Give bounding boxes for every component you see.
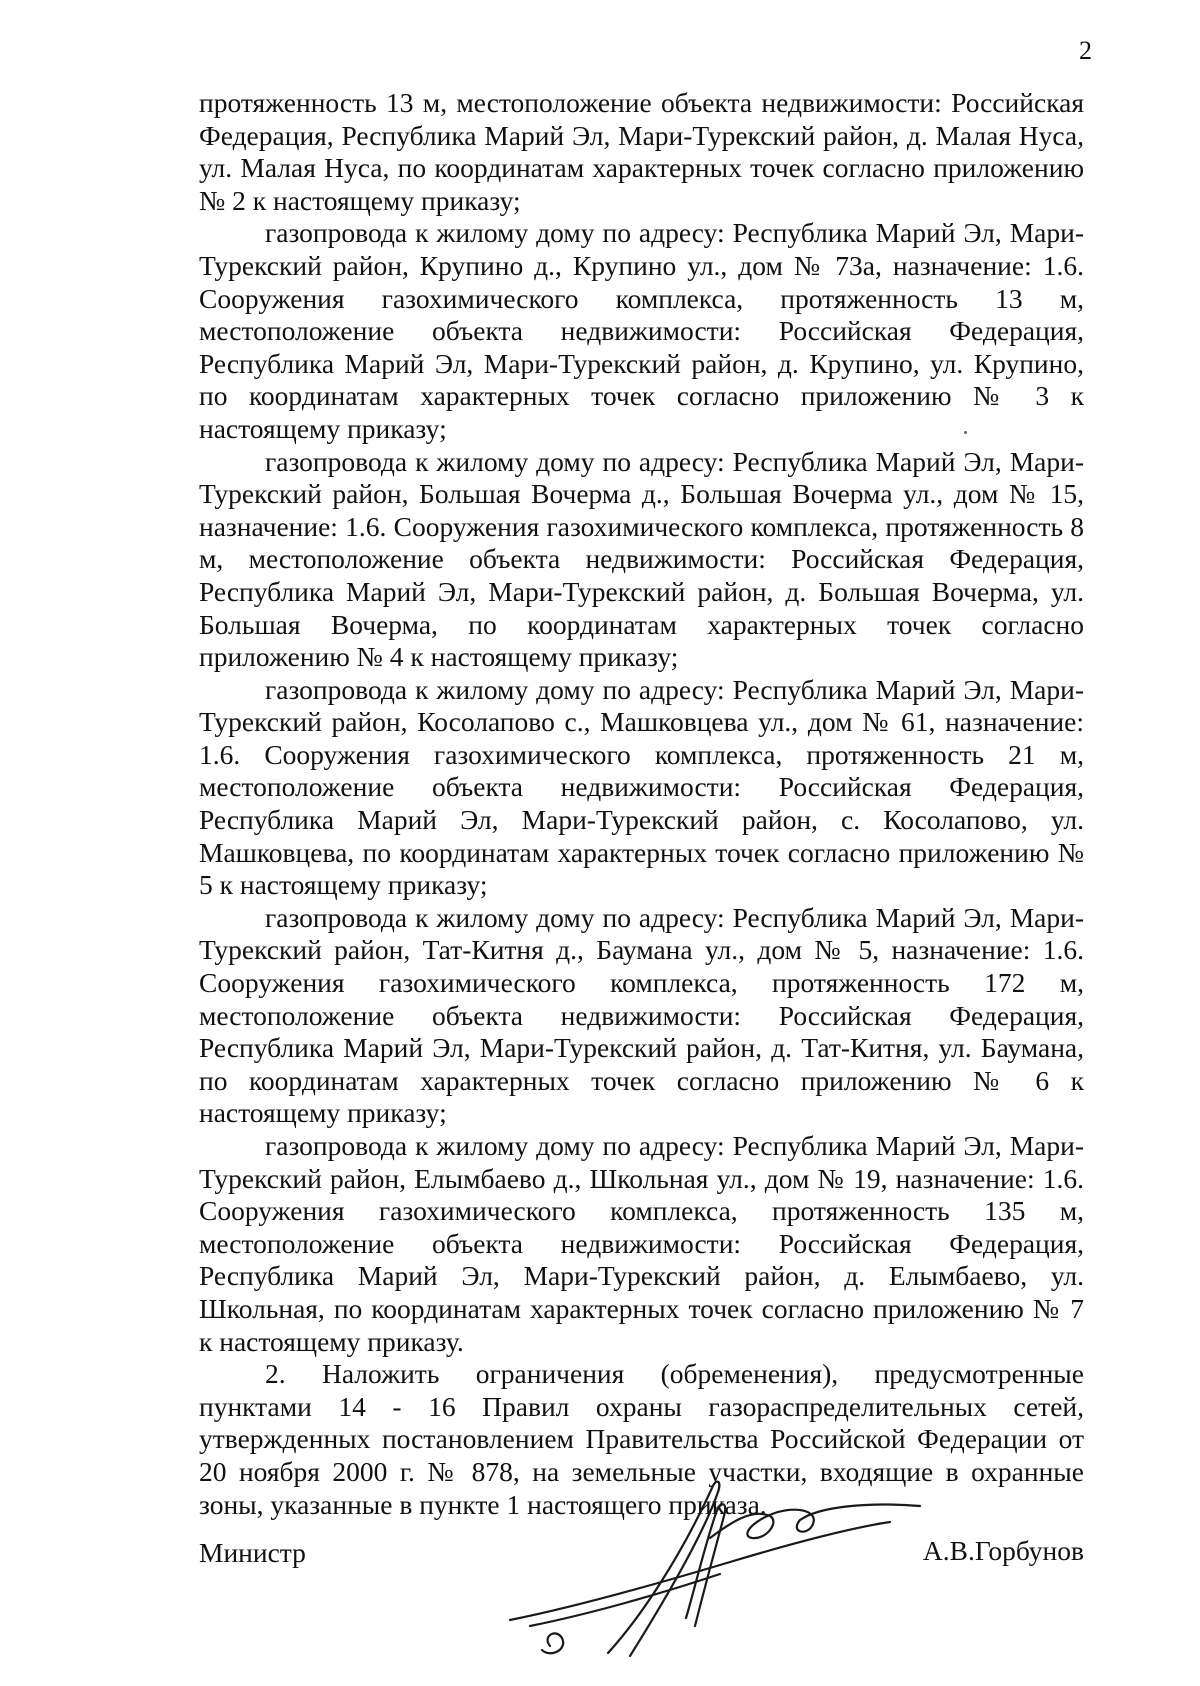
- paragraph-elymbaevo: газопровода к жилому дому по адресу: Республика Марий Эл, Мари-Турекский район, Елымбаево д., Школьная ул., дом № 19, назначение: 1.6. Сооружения газохимического комплекса, протяженность 135 м, местоположение объекта недвижимости: Российская Федерация, Республика Марий Эл, Мари-Турекский район, д. Елымбаево, ул. Школьная, по координатам характерных точек согласно приложению № 7 к настоящему приказу.: [199, 1130, 1084, 1357]
- paragraph-krupino: газопровода к жилому дому по адресу: Республика Марий Эл, Мари-Турекский район, Крупино д., Крупино ул., дом № 73а, назначение: 1.6. Сооружения газохимического комплекса, протяженность 13 м, местоположение объекта недвижимости: Российская Федерация, Республика Марий Эл, Мари-Турекский район, д. Крупино, ул. Крупино, по координатам характерных точек согласно приложению № 3 к настоящему приказу;: [199, 217, 1084, 444]
- paragraph-kosolapovo: газопровода к жилому дому по адресу: Республика Марий Эл, Мари-Турекский район, Косолапово с., Машковцева ул., дом № 61, назначение: 1.6. Сооружения газохимического комплекса, протяженность 21 м, местоположение объекта недвижимости: Российская Федерация, Республика Марий Эл, Мари-Турекский район, с. Косолапово, ул. Машковцева, по координатам характерных точек согласно приложению № 5 к настоящему приказу;: [199, 673, 1084, 901]
- scan-speck: [964, 431, 967, 434]
- page-number: 2: [1079, 36, 1092, 65]
- signatory-title: Министр: [199, 1537, 306, 1568]
- paragraph-tat-kitnya: газопровода к жилому дому по адресу: Республика Марий Эл, Мари-Турекский район, Тат-Китня д., Баумана ул., дом № 5, назначение: 1.6. Сооружения газохимического комплекса, протяженность 172 м, местоположение объекта недвижимости: Российская Федерация, Республика Марий Эл, Мари-Турекский район, д. Тат-Китня, ул. Баумана, по координатам характерных точек согласно приложению № 6 к настоящему приказу;: [199, 901, 1084, 1129]
- paragraph-continuation: протяженность 13 м, местоположение объекта недвижимости: Российская Федерация, Республика Марий Эл, Мари-Турекский район, д. Малая Нуса, ул. Малая Нуса, по координатам характерных точек согласно приложению № 2 к настоящему приказу;: [199, 87, 1084, 216]
- signatory-name: А.В.Горбунов: [922, 1535, 1084, 1566]
- signature-block: [199, 1535, 1084, 1575]
- paragraph-restrictions: 2. Наложить ограничения (обременения), предусмотренные пунктами 14 - 16 Правил охраны газораспределительных сетей, утвержденных постановлением Правительства Российской Федерации от 20 ноября 2000 г. № 878, на земельные участки, входящие в охранные зоны, указанные в пункте 1 настоящего приказа.: [199, 1358, 1084, 1520]
- paragraph-bolshaya-vocherma: газопровода к жилому дому по адресу: Республика Марий Эл, Мари-Турекский район, Большая Вочерма д., Большая Вочерма ул., дом № 15, назначение: 1.6. Сооружения газохимического комплекса, протяженность 8 м, местоположение объекта недвижимости: Российская Федерация, Республика Марий Эл, Мари-Турекский район, д. Большая Вочерма, ул. Большая Вочерма, по координатам характерных точек согласно приложению № 4 к настоящему приказу;: [199, 445, 1084, 673]
- document-body: [199, 87, 1084, 1521]
